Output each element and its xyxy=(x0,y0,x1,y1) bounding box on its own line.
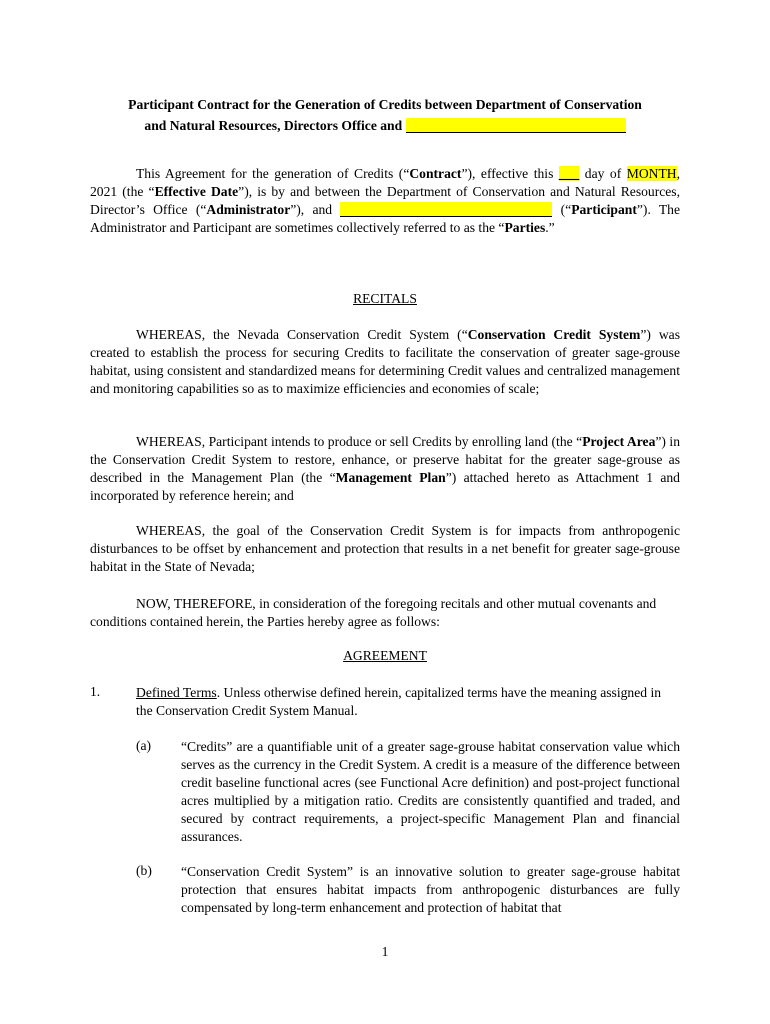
item-a-label: (a) xyxy=(136,738,152,753)
intro-paragraph: This Agreement for the generation of Credits (“Contract”), effective this ___ day of MONTH, 2021 (the “Effective Date”), is by and between the Department of Conservation and Natural Resources, Director’s Office (“Administrator”), and (“Participant”). The Administrator and Participant are sometimes collectively referred to as the “Parties.” xyxy=(90,166,680,235)
participant-name-blank[interactable] xyxy=(340,202,552,217)
party-name-blank[interactable] xyxy=(406,118,626,133)
section-1-body: Defined Terms. Unless otherwise defined herein, capitalized terms have the meaning assigned in the Conservation Credit System Manual. xyxy=(136,685,662,718)
recital-2: WHEREAS, Participant intends to produce or sell Credits by enrolling land (the “Project Area”) in the Conservation Credit System to restore, enhance, or preserve habitat for the greater sage-grouse as described in the Management Plan (the “Management Plan”) attached hereto as Attachment 1 and incorporated by reference herein; and xyxy=(90,434,680,503)
recital-4: NOW, THEREFORE, in consideration of the foregoing recitals and other mutual covenants and conditions contained herein, the Parties hereby agree as follows: xyxy=(90,596,657,629)
document-title xyxy=(90,94,680,136)
item-b-label: (b) xyxy=(136,863,152,878)
title-line-2: and Natural Resources, Directors Office and xyxy=(90,115,680,136)
agreement-heading: AGREEMENT xyxy=(343,648,427,663)
item-a-text: “Credits” are a quantifiable unit of a greater sage-grouse habitat conservation value which serves as the currency in the Credit System. A credit is a measure of the difference between credit baseline functional acres (see Functional Acre definition) and post-project functional acres multiplied by a mitigation ratio. Credits are consistently quantified and traded, and secured by contract requirements, a project-specific Management Plan and financial assurances. xyxy=(181,739,680,844)
recital-1: WHEREAS, the Nevada Conservation Credit System (“Conservation Credit System”) was created to establish the process for securing Credits to facilitate the conservation of greater sage-grouse habitat, using consistent and standardized means for determining Credit values and centralized management and monitoring capabilities so as to maximize efficiencies and economies of scale; xyxy=(90,327,680,396)
month-placeholder[interactable]: MONTH xyxy=(626,166,677,181)
section-number: 1. xyxy=(90,684,101,699)
recitals-heading: RECITALS xyxy=(353,291,417,306)
title-line-1: Participant Contract for the Generation of Credits between Department of Conservation xyxy=(128,97,642,112)
page-number: 1 xyxy=(381,944,389,959)
recital-3: WHEREAS, the goal of the Conservation Credit System is for impacts from anthropogenic disturbances to be offset by enhancement and protection that results in a net benefit for greater sage-grouse habitat in the State of Nevada; xyxy=(90,523,680,574)
section-title: Defined Terms xyxy=(136,685,217,700)
item-b-text: “Conservation Credit System” is an innovative solution to greater sage-grouse habitat protection that ensures habitat impacts from anthropogenic disturbances are fully compensated by long-term enhancement and protection of habitat that xyxy=(181,864,680,915)
day-blank[interactable]: ___ xyxy=(558,166,580,181)
